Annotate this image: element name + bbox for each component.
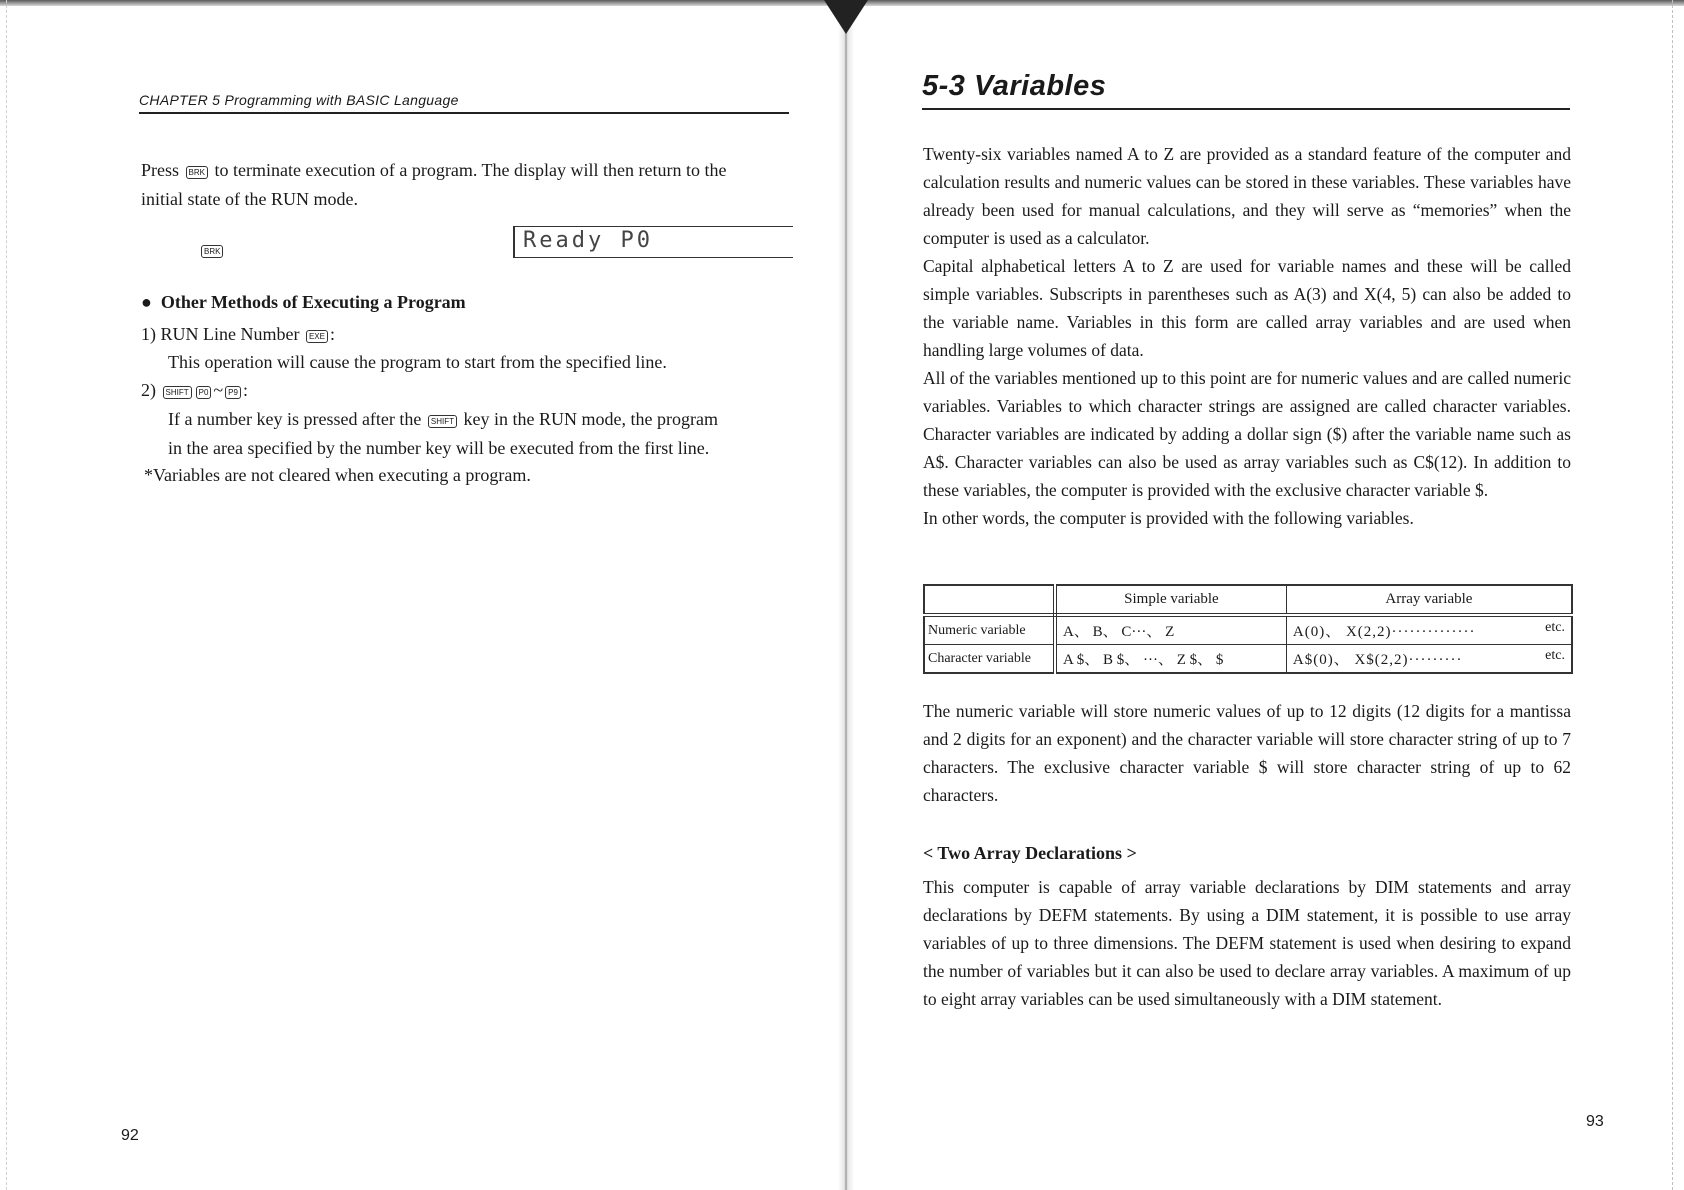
page-title: 5-3 Variables: [922, 70, 1107, 102]
array-cell: [1286, 615, 1572, 645]
page-number-right: 93: [1586, 1113, 1604, 1130]
item-1-label: 1) RUN Line Number: [141, 324, 300, 344]
item-2-desc: [168, 405, 808, 463]
item-2-desc-b: key in the RUN mode, the program: [463, 409, 718, 429]
simple-cell: A、 B、 C···、 Z: [1055, 615, 1286, 645]
simple-cell: A $、 B $、 ···、 Z $、 $: [1055, 645, 1286, 674]
item-1: 1) RUN Line Number EXE :: [141, 324, 335, 344]
table-row: [924, 615, 1572, 645]
item-2: 2) SHIFT P0 ~ P9 :: [141, 380, 248, 400]
brk-key-icon: BRK: [201, 245, 223, 258]
section-heading: [141, 292, 466, 313]
table-header-cell: Simple variable: [1055, 585, 1286, 615]
right-page: [846, 0, 1684, 1190]
row-label: Numeric variable: [924, 615, 1055, 645]
shift-key-icon: SHIFT: [163, 386, 192, 399]
after-table-paragraph: The numeric variable will store numeric values of up to 12 digits (12 digits for a mantissa and 2 digits for an exponent) and the character variable will store character string of up to 7 characters. The exclusive character variable $ will store character string of up to 62 characters.: [923, 701, 1571, 805]
array-value: A$(0)、 X$(2,2)·········: [1292, 652, 1463, 668]
intro-body: [923, 140, 1571, 532]
table-row: [924, 645, 1572, 674]
item-1-desc: This operation will cause the program to start from the specified line.: [168, 352, 667, 372]
header-rule: [139, 112, 789, 114]
array-declaration-paragraph: This computer is capable of array variable declarations by DIM statements and array declarations by DEFM statements. By using a DIM statement, it is possible to use array variables of up to three dimensions. The DEFM statement is used when desiring to expand the number of variables but it can also be used to declare array variables. A maximum of up to eight array variables can be used simultaneously with a DIM statement.: [923, 877, 1571, 1009]
paragraph: In other words, the computer is provided with the following variables.: [923, 508, 1414, 528]
display-text: Ready P0: [523, 228, 653, 253]
intro-press: Press: [141, 160, 180, 180]
brk-key-icon: BRK: [186, 166, 208, 179]
intro-line-2: initial state of the RUN mode.: [141, 189, 358, 209]
intro-line-1: to terminate execution of a program. The display will then return to the: [214, 160, 727, 180]
variables-table: [923, 584, 1573, 674]
etc-label: etc.: [1545, 620, 1565, 635]
array-cell: [1286, 645, 1572, 674]
paragraph: All of the variables mentioned up to this point are for numeric values and are called numeric variables. Variables to which character strings are assigned are called character variables. Character variables are indicated by adding a dollar sign ($) after the variable name such as A$. Character variables can also be used as array variables such as C$(12). In addition to these variables, the computer is provided with the exclusive character variable $.: [923, 368, 1571, 500]
section-heading-text: Other Methods of Executing a Program: [160, 292, 466, 312]
item-2-desc-line2: in the area specified by the number key will be executed from the first line.: [168, 438, 710, 458]
table-header-cell: [924, 585, 1055, 615]
exe-key-icon: EXE: [306, 330, 328, 343]
etc-label: etc.: [1545, 648, 1565, 663]
table-header-row: [924, 585, 1572, 615]
intro-paragraph: [141, 156, 801, 214]
lcd-display: [513, 226, 793, 258]
array-value: A(0)、 X(2,2)··············: [1292, 624, 1476, 640]
paragraph: Twenty-six variables named A to Z are provided as a standard feature of the computer and calculation results and numeric values can be stored in these variables. These variables have already been used for manual calculations, and they will serve as “memories” when the computer is used as a calculator.: [923, 144, 1571, 248]
paragraph: Capital alphabetical letters A to Z are used for variable names and these will be called simple variables. Subscripts in parentheses such as A(3) and X(4, 5) can also be added to the variable name. Variables in this form are called array variables and are used when handling large volumes of data.: [923, 256, 1571, 360]
brk-key-example: [199, 242, 225, 260]
subheading: < Two Array Declarations >: [923, 843, 1137, 863]
title-rule: [922, 108, 1570, 110]
shift-key-icon: SHIFT: [428, 415, 457, 428]
page-number-left: 92: [121, 1127, 139, 1144]
row-label: Character variable: [924, 645, 1055, 674]
running-head: CHAPTER 5 Programming with BASIC Language: [139, 92, 459, 108]
bullet-icon: ●: [141, 292, 152, 312]
p9-key-icon: P9: [225, 386, 241, 399]
item-2-label: 2): [141, 380, 156, 400]
p0-key-icon: P0: [196, 386, 212, 399]
note: *Variables are not cleared when executing a program.: [144, 465, 531, 485]
table-header-cell: Array variable: [1286, 585, 1572, 615]
item-2-desc-a: If a number key is pressed after the: [168, 409, 422, 429]
